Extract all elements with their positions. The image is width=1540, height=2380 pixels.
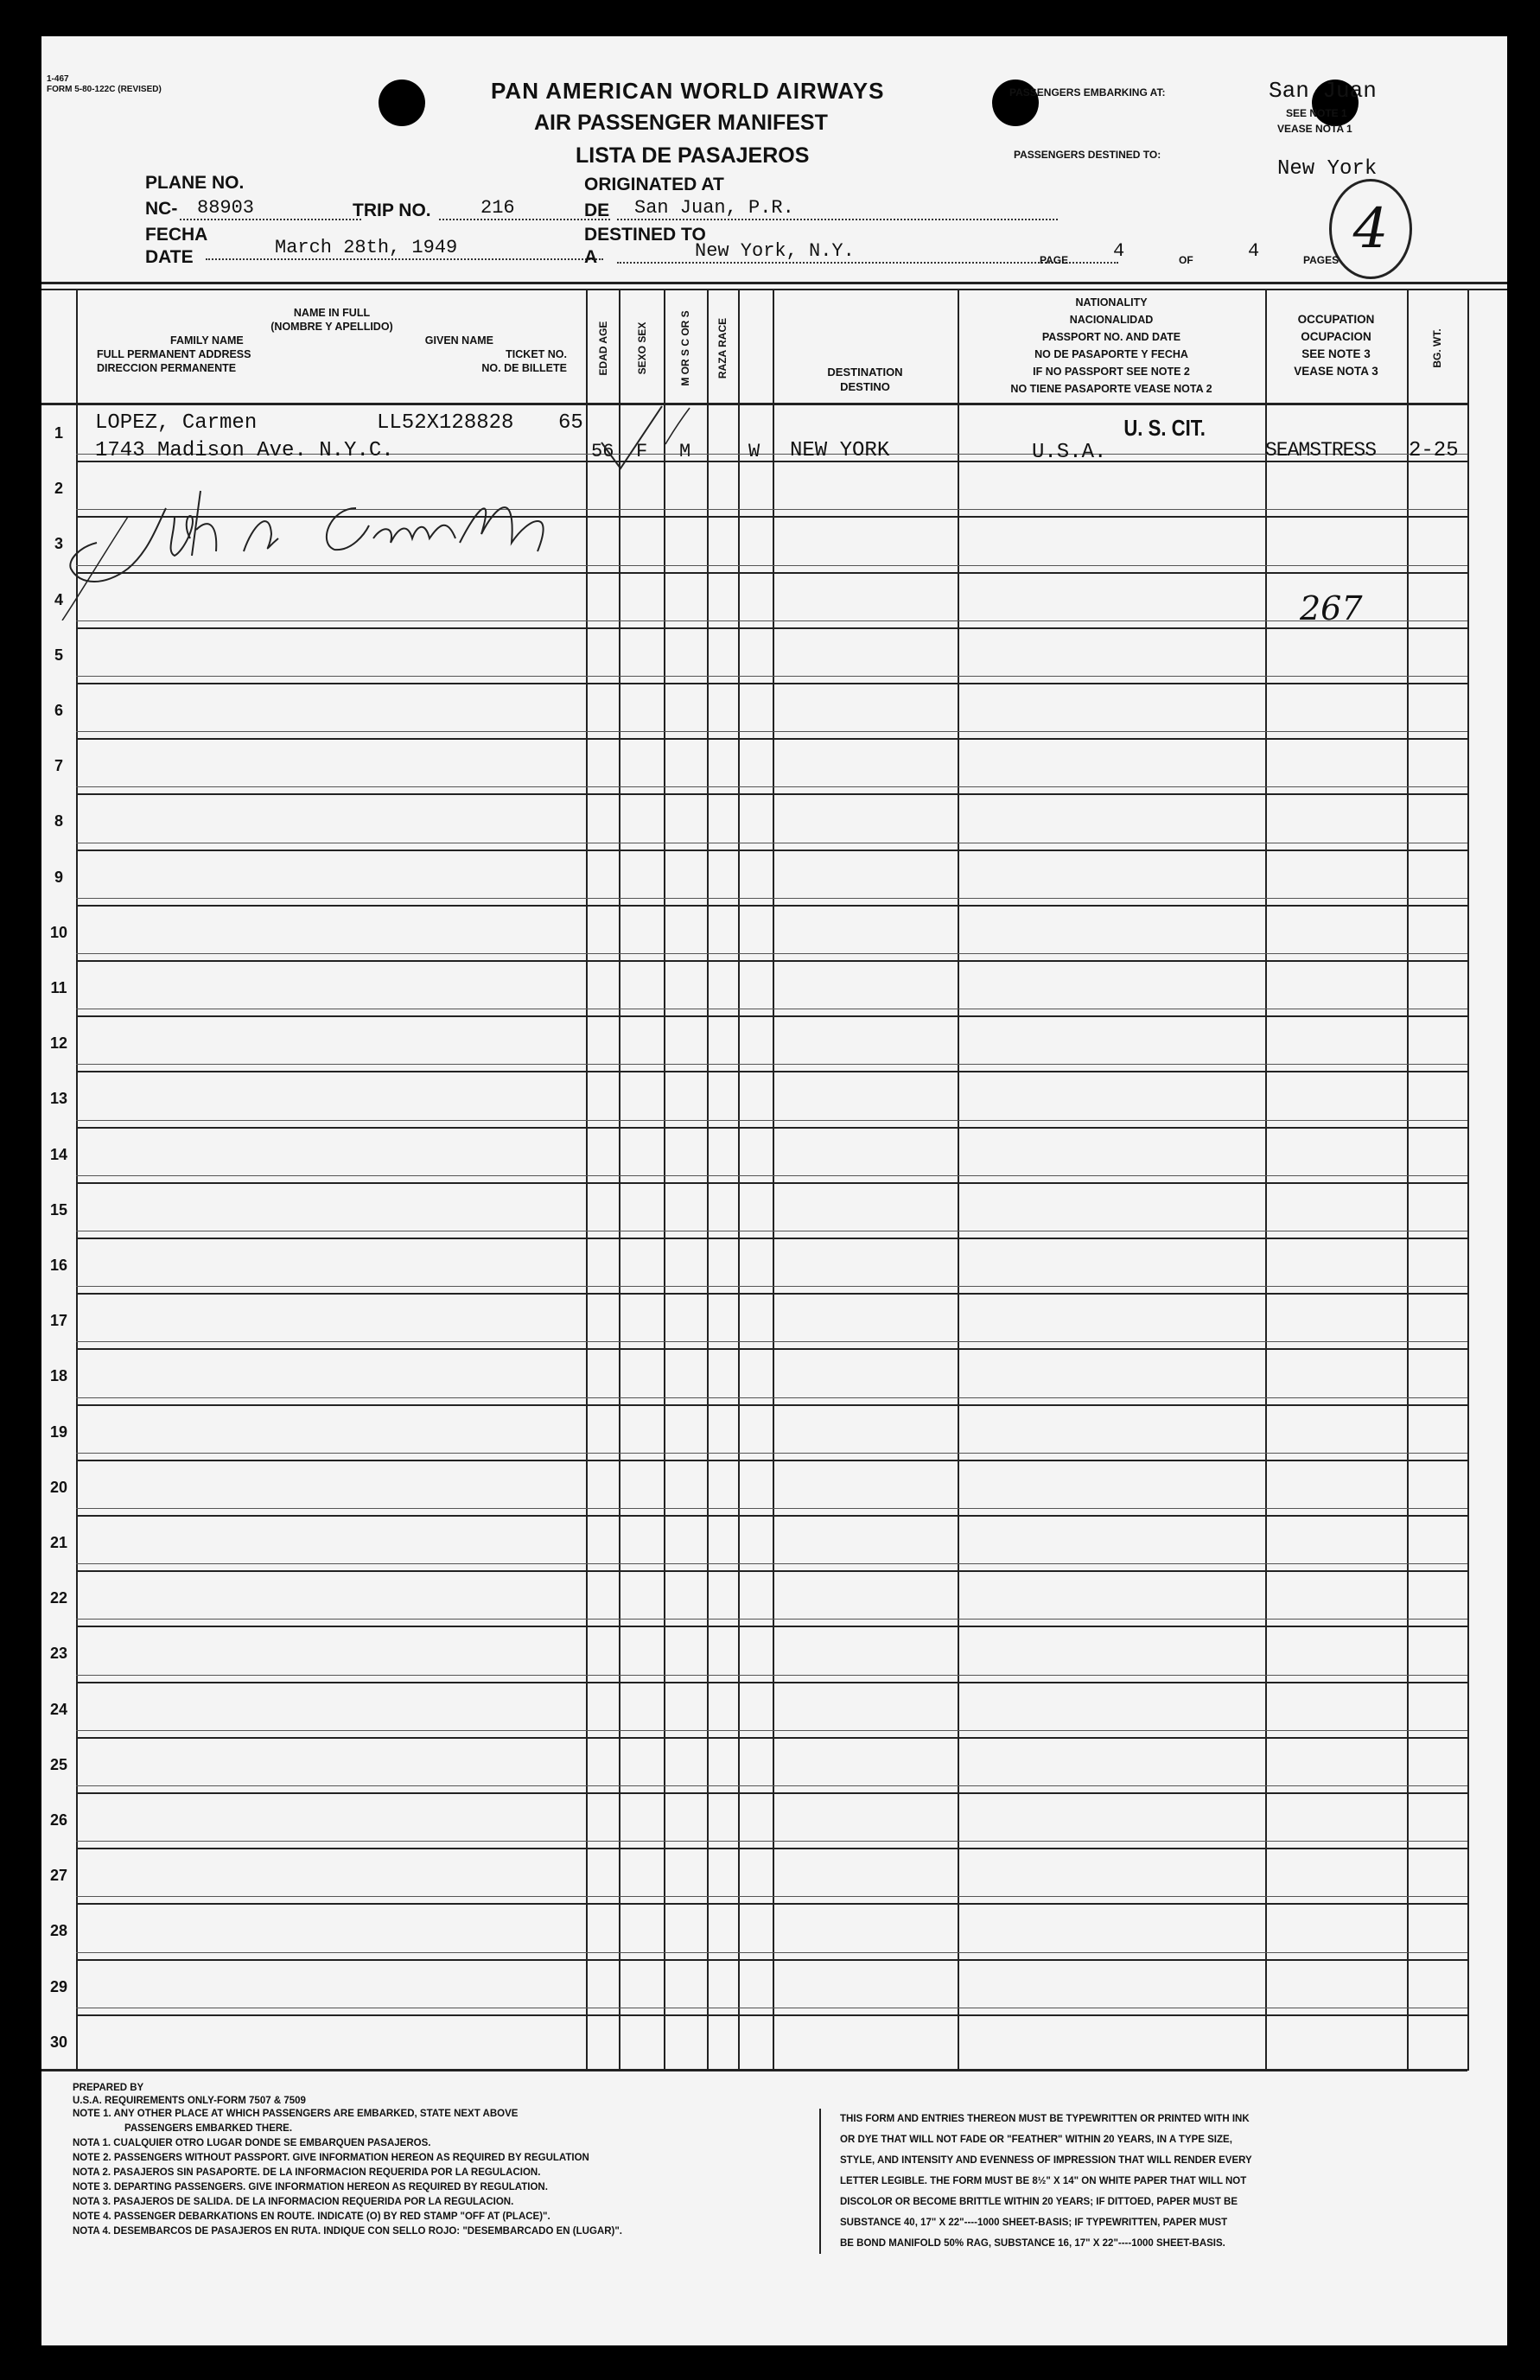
- header-occ-l4: VEASE NOTA 3: [1294, 365, 1378, 378]
- row-subline: [76, 1952, 1467, 1953]
- date-label: DATE: [145, 247, 194, 267]
- row-subline: [76, 1841, 1467, 1842]
- row-number: 9: [54, 868, 63, 886]
- see-note1: SEE NOTE 1: [1286, 107, 1347, 119]
- row-number: 20: [49, 1478, 68, 1496]
- row-divider: [76, 1959, 1467, 1961]
- row-number: 6: [54, 702, 63, 719]
- header-bottom-rule: [41, 403, 1467, 405]
- header-nat-l3: PASSPORT NO. AND DATE: [1041, 331, 1181, 343]
- header-bag-weight: BG. WT.: [1431, 328, 1443, 368]
- row-number: 7: [54, 757, 63, 775]
- row-number: 25: [49, 1755, 68, 1773]
- row-subline: [76, 731, 1467, 732]
- row-number: 27: [49, 1867, 68, 1885]
- of-label: OF: [1179, 254, 1193, 266]
- col-line-5: [738, 290, 740, 2071]
- row-number: 2: [54, 480, 63, 498]
- row-divider: [76, 1570, 1467, 1572]
- row-subline: [76, 898, 1467, 899]
- row-divider: [76, 627, 1467, 629]
- passenger-marital: M: [679, 441, 691, 462]
- row-number: 5: [54, 646, 63, 664]
- prepared-by: PREPARED BY: [73, 2083, 144, 2093]
- header-occ-l2: OCUPACION: [1301, 330, 1371, 343]
- row-subline: [76, 1675, 1467, 1676]
- header-nat-l4: NO DE PASAPORTE Y FECHA: [1034, 348, 1188, 360]
- row-subline: [76, 1785, 1467, 1786]
- nota-1: NOTA 1. CUALQUIER OTRO LUGAR DONDE SE EMBARQUEN PASAJEROS.: [73, 2138, 431, 2148]
- col-line-7: [958, 290, 959, 2071]
- row-divider: [76, 1460, 1467, 1461]
- manifest-title-es: LISTA DE PASAJEROS: [576, 143, 810, 168]
- col-line-2: [619, 290, 620, 2071]
- box-line-2: OR DYE THAT WILL NOT FADE OR "FEATHER" WITHIN 20 YEARS, IN A TYPE SIZE,: [840, 2135, 1232, 2145]
- row-divider: [76, 1238, 1467, 1239]
- note-3: NOTE 3. DEPARTING PASSENGERS. GIVE INFORMATION HEREON AS REQUIRED BY REGULATION.: [73, 2182, 548, 2192]
- row-divider: [76, 1626, 1467, 1627]
- nota-2: NOTA 2. PASAJEROS SIN PASAPORTE. DE LA INFORMACION REQUERIDA POR LA REGULACION.: [73, 2167, 541, 2178]
- see-note1-es: VEASE NOTA 1: [1277, 123, 1352, 135]
- row-divider: [76, 683, 1467, 684]
- header-occ-l3: SEE NOTE 3: [1301, 347, 1371, 360]
- row-divider: [76, 2014, 1467, 2016]
- box-line-7: BE BOND MANIFOLD 50% RAG, SUBSTANCE 16, 17" X 22"----1000 SHEET-BASIS.: [840, 2238, 1225, 2249]
- col-line-10: [1467, 290, 1469, 2071]
- usa-requirements: U.S.A. REQUIREMENTS ONLY-FORM 7507 & 7509: [73, 2096, 306, 2106]
- row-subline: [76, 1064, 1467, 1065]
- col-line-6: [773, 290, 774, 2071]
- row-subline: [76, 1286, 1467, 1287]
- passenger-age: 56: [591, 441, 614, 462]
- citizenship-stamp: U. S. CIT.: [1123, 415, 1206, 441]
- row-subline: [76, 1397, 1467, 1398]
- row-number: 21: [49, 1534, 68, 1551]
- row-divider: [76, 1293, 1467, 1295]
- header-address: FULL PERMANENT ADDRESS: [97, 348, 251, 360]
- row-divider: [76, 960, 1467, 962]
- punch-hole-left: [379, 80, 425, 126]
- nota-4: NOTA 4. DESEMBARCOS DE PASAJEROS EN RUTA. INDIQUE CON SELLO ROJO: "DESEMBARCADO EN (LUGAR)".: [73, 2226, 622, 2237]
- row-divider: [76, 738, 1467, 740]
- row-subline: [76, 1175, 1467, 1176]
- box-line-1: THIS FORM AND ENTRIES THEREON MUST BE TYPEWRITTEN OR PRINTED WITH INK: [840, 2114, 1250, 2124]
- nc-label: NC-: [145, 199, 178, 219]
- table-top-rule-2: [41, 289, 1507, 290]
- header-nat-l5: IF NO PASSPORT SEE NOTE 2: [1033, 366, 1190, 378]
- col-line-4: [707, 290, 709, 2071]
- passenger-destination: NEW YORK: [790, 439, 890, 462]
- row-subline: [76, 1341, 1467, 1342]
- row-number: 22: [49, 1589, 68, 1607]
- row-number: 4: [54, 590, 63, 608]
- row-divider: [76, 1182, 1467, 1184]
- circled-page-number-text: 4: [1352, 197, 1389, 261]
- box-line-4: LETTER LEGIBLE. THE FORM MUST BE 8½" X 14" ON WHITE PAPER THAT WILL NOT: [840, 2176, 1247, 2186]
- box-line-3: STYLE, AND INTENSITY AND EVENNESS OF IMPRESSION THAT WILL RENDER EVERY: [840, 2155, 1252, 2166]
- row-number: 18: [49, 1367, 68, 1385]
- header-name-l1: NAME IN FULL: [293, 307, 371, 319]
- header-nat-l1: NATIONALITY: [1075, 296, 1148, 309]
- header-direccion: DIRECCION PERMANENTE: [97, 362, 237, 374]
- row-subline: [76, 1896, 1467, 1897]
- row-subline: [76, 786, 1467, 787]
- header-occ-l1: OCCUPATION: [1297, 313, 1375, 326]
- passenger-address: 1743 Madison Ave. N.Y.C.: [95, 439, 394, 462]
- row-subline: [76, 1453, 1467, 1454]
- header-race: RAZA RACE: [716, 317, 729, 379]
- table-bottom-rule: [41, 2069, 1467, 2071]
- row-number: 10: [49, 923, 68, 941]
- row-divider: [76, 1127, 1467, 1129]
- box-line-6: SUBSTANCE 40, 17" X 22"----1000 SHEET-BASIS; IF TYPEWRITTEN, PAPER MUST: [840, 2218, 1228, 2228]
- destined-value: New York: [1277, 157, 1378, 181]
- passenger-occupation: SEAMSTRESS: [1265, 439, 1377, 461]
- nota-3: NOTA 3. PASAJEROS DE SALIDA. DE LA INFORMACION REQUERIDA POR LA REGULACION.: [73, 2197, 514, 2207]
- row-number: 11: [50, 979, 67, 996]
- row-number: 3: [54, 535, 63, 553]
- header-given-name: GIVEN NAME: [424, 334, 493, 347]
- row-divider: [76, 1682, 1467, 1683]
- passenger-ticket-suffix: 65: [558, 411, 583, 435]
- row-number: 19: [49, 1422, 68, 1441]
- row-divider: [76, 1792, 1467, 1794]
- note-1: NOTE 1. ANY OTHER PLACE AT WHICH PASSENGERS ARE EMBARKED, STATE NEXT ABOVE: [73, 2109, 519, 2119]
- destined-label: PASSENGERS DESTINED TO:: [1014, 149, 1161, 161]
- passenger-ticket: LL52X128828: [377, 411, 514, 435]
- row-subline: [76, 953, 1467, 954]
- footer-notes: [73, 2081, 622, 2239]
- header-marital: M OR S C OR S: [679, 310, 691, 386]
- header-destination: [774, 365, 956, 394]
- row-number: 8: [54, 812, 63, 830]
- passenger-name: LOPEZ, Carmen: [95, 411, 258, 435]
- destined-to-label: DESTINED TO: [584, 225, 706, 245]
- embarking-label: PASSENGERS EMBARKING AT:: [1009, 86, 1166, 99]
- header-nat-l2: NACIONALIDAD: [1069, 314, 1154, 326]
- row-number: 14: [49, 1145, 68, 1163]
- col-line-3: [664, 290, 665, 2071]
- row-number: 23: [49, 1645, 68, 1663]
- row-number: 26: [49, 1811, 68, 1829]
- row-number: 16: [49, 1257, 68, 1274]
- trip-label: TRIP NO.: [353, 200, 431, 220]
- header-sex: SEXO SEX: [636, 321, 648, 375]
- row-number: 1: [54, 424, 63, 442]
- row-subline: [76, 1563, 1467, 1564]
- header-destination-l1: DESTINATION: [827, 366, 903, 379]
- row-subline: [76, 676, 1467, 677]
- row-divider: [76, 1015, 1467, 1017]
- check-mark: [595, 399, 698, 477]
- row-divider: [76, 1848, 1467, 1849]
- header-destination-l2: DESTINO: [840, 380, 890, 393]
- header-family-name: FAMILY NAME: [170, 334, 244, 347]
- row-number: 15: [49, 1200, 68, 1219]
- header-ticket: TICKET NO.: [506, 348, 567, 360]
- pages-label: PAGES: [1303, 254, 1340, 266]
- row-number: 29: [49, 1977, 68, 1995]
- destination-value: New York, N.Y.: [617, 240, 1118, 264]
- form-number-line1: 1-467: [47, 74, 69, 84]
- row-number: 13: [49, 1090, 68, 1108]
- header-occupation: [1267, 311, 1405, 380]
- header-age: EDAD AGE: [597, 321, 609, 376]
- embarking-value: San Juan: [1269, 78, 1377, 104]
- header-name-l2: (NOMBRE Y APELLIDO): [270, 321, 393, 333]
- row-divider: [76, 1071, 1467, 1072]
- signature: [45, 456, 581, 620]
- of-value: 4: [1248, 240, 1260, 262]
- form-number-line2: FORM 5-80-122C (REVISED): [47, 85, 162, 94]
- col-line-9: [1407, 290, 1409, 2071]
- box-line-5: DISCOLOR OR BECOME BRITTLE WITHIN 20 YEARS; IF DITTOED, PAPER MUST BE: [840, 2197, 1238, 2207]
- trip-value: 216: [439, 197, 610, 220]
- note-1b: PASSENGERS EMBARKED THERE.: [124, 2123, 293, 2134]
- passenger-nationality: U.S.A.: [1032, 441, 1107, 464]
- fecha-label: FECHA: [145, 225, 208, 245]
- header-name: [80, 306, 584, 375]
- row-number: 12: [49, 1034, 68, 1053]
- note-2: NOTE 2. PASSENGERS WITHOUT PASSPORT. GIVE INFORMATION HEREON AS REQUIRED BY REGULATION: [73, 2153, 589, 2163]
- row-subline: [76, 1730, 1467, 1731]
- note-4: NOTE 4. PASSENGER DEBARKATIONS EN ROUTE. INDICATE (O) BY RED STAMP "OFF AT (PLACE)".: [73, 2211, 550, 2222]
- origin-value: San Juan, P.R.: [617, 197, 1058, 220]
- row-subline: [76, 1619, 1467, 1620]
- row-divider: [76, 905, 1467, 907]
- row-divider: [76, 1515, 1467, 1517]
- date-value: March 28th, 1949: [206, 237, 603, 260]
- airline-name: PAN AMERICAN WORLD AIRWAYS: [491, 78, 885, 104]
- de-label: DE: [584, 200, 610, 220]
- passenger-sex: F: [636, 441, 648, 462]
- passenger-bag-weight: 2-25: [1409, 439, 1459, 462]
- row-divider: [76, 1903, 1467, 1905]
- col-line-1: [586, 290, 588, 2071]
- page-label: PAGE: [1040, 254, 1069, 266]
- row-number: 17: [49, 1312, 68, 1330]
- nc-value: 88903: [180, 197, 361, 220]
- page-value: 4: [1113, 240, 1125, 262]
- originated-label: ORIGINATED AT: [584, 175, 724, 194]
- manifest-page: [41, 36, 1507, 2345]
- row-subline: [76, 1508, 1467, 1509]
- a-label: A: [584, 247, 598, 267]
- paper-requirements-box: [819, 2109, 1462, 2254]
- header-nationality: [959, 294, 1263, 398]
- row-divider: [76, 793, 1467, 795]
- row-subline: [76, 1120, 1467, 1121]
- count-note: 267: [1300, 589, 1363, 627]
- passenger-race: W: [748, 441, 760, 462]
- plane-label: PLANE NO.: [145, 173, 245, 193]
- row-number: 30: [49, 2033, 68, 2051]
- row-number: 24: [49, 1700, 68, 1718]
- row-divider: [76, 1404, 1467, 1406]
- row-divider: [76, 850, 1467, 851]
- header-billete: NO. DE BILLETE: [481, 362, 567, 374]
- col-line-8: [1265, 290, 1267, 2071]
- table-top-rule: [41, 282, 1507, 284]
- form-number: [47, 74, 162, 95]
- header-nat-l6: NO TIENE PASAPORTE VEASE NOTA 2: [1010, 383, 1212, 395]
- row-divider: [76, 1737, 1467, 1739]
- manifest-title: AIR PASSENGER MANIFEST: [534, 111, 828, 135]
- row-number: 28: [49, 1922, 68, 1940]
- circled-page-number: [1329, 179, 1412, 279]
- row-divider: [76, 1348, 1467, 1350]
